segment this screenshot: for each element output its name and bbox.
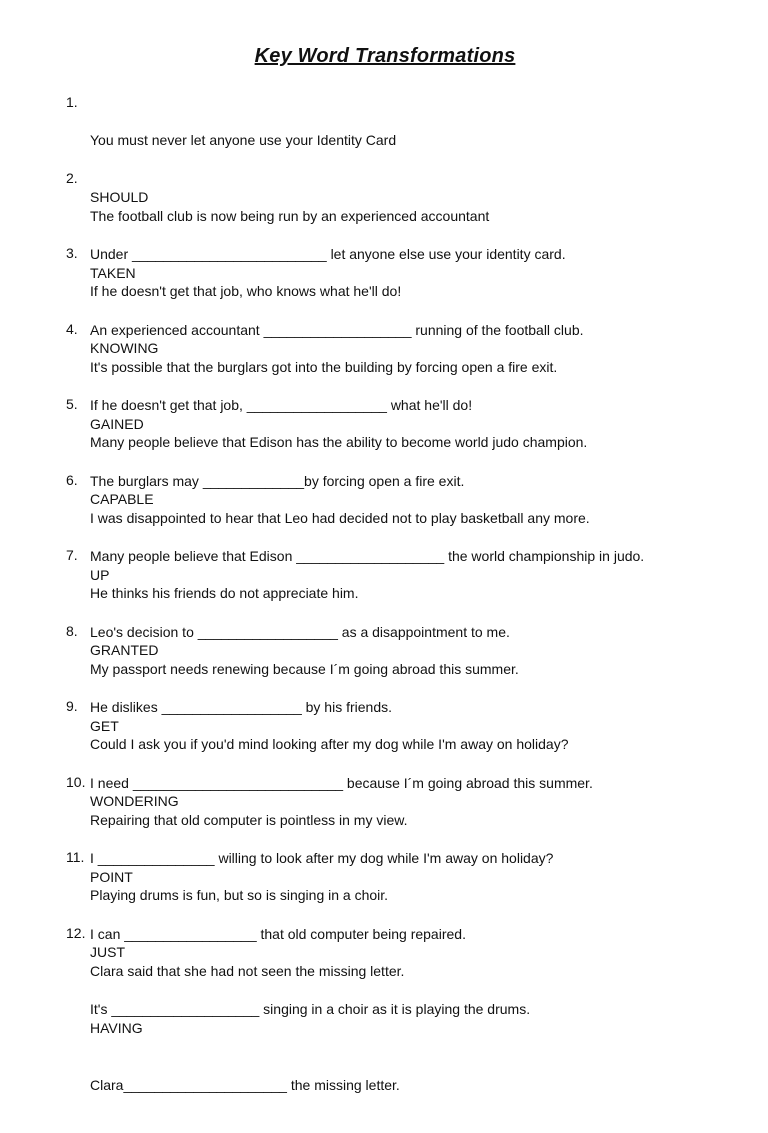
question-number: 2. [66,169,78,186]
question-sentence: Clara said that she had not seen the missing letter. [90,962,405,979]
question-keyword: GAINED [90,415,144,432]
question-sentence: Could I ask you if you'd mind looking after my dog while I'm away on holiday? [90,736,569,752]
question-completion: The burglars may _____________by forcing open a fire exit. [90,472,465,489]
question-completion: Many people believe that Edison ___________________ the world championship in judo. [90,548,645,564]
question-keyword: TAKEN [90,264,136,281]
question-sentence: It's possible that the burglars got into the building by forcing open a fire exit. [90,358,558,375]
question-sentence: He thinks his friends do not appreciate him. [90,585,359,601]
question-keyword: HAVING [90,1019,143,1036]
question-number: 11. [66,849,85,865]
question-sentence: The football club is now being run by an experienced accountant [90,207,490,224]
question-sentence: I was disappointed to hear that Leo had decided not to play basketball any more. [90,509,590,526]
question-completion: I can _________________ that old computer being repaired. [90,925,466,942]
question-keyword: UP [90,566,110,583]
question-completion: Under _________________________ let anyone else use your identity card. [90,246,566,262]
question-keyword: KNOWING [90,340,159,356]
question-keyword: CAPABLE [90,491,154,507]
question-number: 7. [66,547,78,563]
question-list [66,93,756,1093]
question-completion: I need ___________________________ because I´m going abroad this summer. [90,774,593,791]
question-body [90,924,404,1133]
question-completion: It's ___________________ singing in a choir as it is playing the drums. [90,1001,531,1017]
question-keyword: POINT [90,868,133,885]
question-completion: I _______________ willing to look after my dog while I'm away on holiday? [90,850,554,866]
question-keyword: GET [90,717,119,734]
question-completion: If he doesn't get that job, __________________ what he'll do! [90,397,473,413]
question-sentence: Playing drums is fun, but so is singing in a choir. [90,887,389,903]
question-completion: An experienced accountant ___________________ running of the football club. [90,321,584,338]
question-number: 12. [66,924,86,941]
question-completion: He dislikes __________________ by his friends. [90,699,392,715]
question-sentence: You must never let anyone use your Identity Card [90,132,397,148]
question-sentence: My passport needs renewing because I´m going abroad this summer. [90,660,519,677]
question-sentence: Repairing that old computer is pointless in my view. [90,811,408,828]
question-number: 3. [66,245,78,261]
page-title: Key Word Transformations [254,45,516,67]
question-completion: Clara_____________________ the missing letter. [90,1076,400,1093]
question-sentence: Many people believe that Edison has the ability to become world judo champion. [90,434,588,450]
question-number: 8. [66,622,78,639]
question-keyword: SHOULD [90,189,149,205]
question-keyword: JUST [90,944,125,960]
question-keyword: GRANTED [90,642,159,658]
question-number: 4. [66,320,78,337]
question-sentence: If he doesn't get that job, who knows what he'll do! [90,283,402,299]
question-number: 1. [66,94,78,110]
question-number: 5. [66,396,78,412]
question-number: 9. [66,698,78,714]
question-keyword: WONDERING [90,793,179,809]
question-completion: Leo's decision to __________________ as a disappointment to me. [90,623,510,640]
question-number: 6. [66,471,78,488]
question-number: 10. [66,773,86,790]
